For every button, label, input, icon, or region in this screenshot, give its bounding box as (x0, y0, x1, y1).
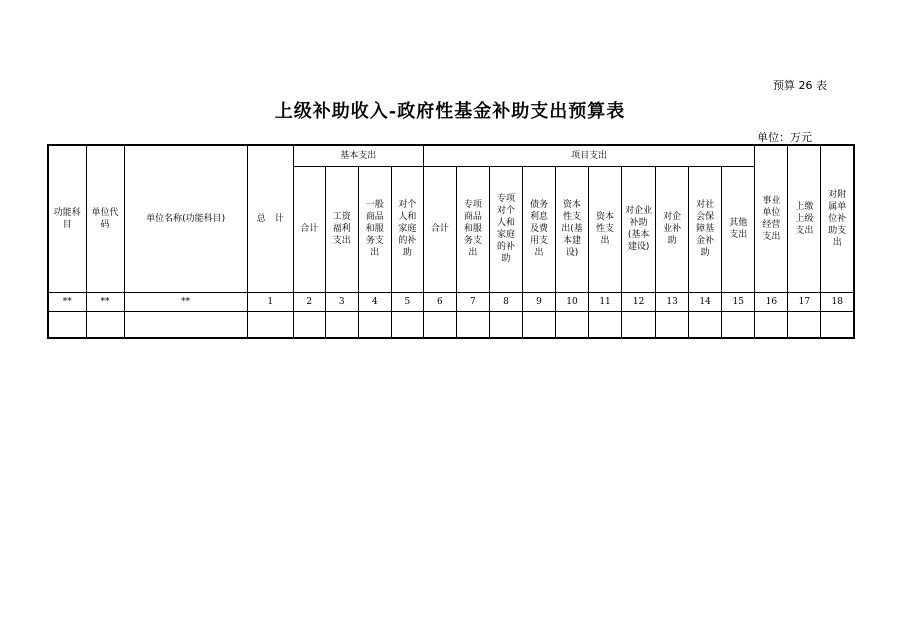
index-cell: 17 (788, 292, 821, 311)
index-cell: 3 (325, 292, 358, 311)
index-cell: 9 (522, 292, 555, 311)
header-proj-total: 合计 (423, 166, 456, 292)
header-func-subject: 功能科目 (48, 145, 86, 292)
index-cell: 7 (456, 292, 489, 311)
header-proj-social: 对社会保障基金补助 (689, 166, 722, 292)
index-cell: 12 (622, 292, 656, 311)
index-cell: 14 (689, 292, 722, 311)
data-cell (489, 311, 522, 338)
index-cell: 1 (247, 292, 293, 311)
header-total: 总 计 (247, 145, 293, 292)
data-cell (788, 311, 821, 338)
index-cell: 15 (722, 292, 755, 311)
data-cell (755, 311, 788, 338)
index-cell: 11 (589, 292, 622, 311)
data-cell (722, 311, 755, 338)
header-proj-enterprise: 对企业补助 (656, 166, 689, 292)
header-proj-enterprise-capital: 对企业补助(基本建设) (622, 166, 656, 292)
header-unit-code: 单位代码 (86, 145, 124, 292)
index-cell: ** (48, 292, 86, 311)
index-cell: ** (124, 292, 247, 311)
data-cell (589, 311, 622, 338)
data-cell (86, 311, 124, 338)
header-proj-capital: 资本性支出(基本建设) (556, 166, 589, 292)
index-cell: 18 (821, 292, 854, 311)
data-cell (656, 311, 689, 338)
header-unit-name: 单位名称(功能科目) (124, 145, 247, 292)
data-cell (358, 311, 391, 338)
index-cell: 6 (423, 292, 456, 311)
empty-data-row (48, 311, 854, 338)
header-subordinate: 对附属单位补助支出 (821, 145, 854, 292)
data-cell (689, 311, 722, 338)
data-cell (325, 311, 358, 338)
data-cell (456, 311, 489, 338)
index-cell: 5 (391, 292, 423, 311)
index-cell: 16 (755, 292, 788, 311)
data-cell (48, 311, 86, 338)
header-proj-personal: 专项对个人和家庭的补助 (489, 166, 522, 292)
data-cell (622, 311, 656, 338)
index-cell: 10 (556, 292, 589, 311)
data-cell (522, 311, 555, 338)
index-cell: 13 (656, 292, 689, 311)
header-proj-debt: 债务利息及费用支出 (522, 166, 555, 292)
data-cell (247, 311, 293, 338)
header-upper-payment: 上缴上级支出 (788, 145, 821, 292)
header-basic-total: 合计 (293, 166, 325, 292)
header-proj-capital2: 资本性支出 (589, 166, 622, 292)
header-proj-goods: 专项商品和服务支出 (456, 166, 489, 292)
data-cell (124, 311, 247, 338)
index-cell: 4 (358, 292, 391, 311)
header-unit-operation: 事业单位经营支出 (755, 145, 788, 292)
header-basic-salary: 工资福利支出 (325, 166, 358, 292)
header-basic-group: 基本支出 (293, 145, 423, 166)
data-cell (556, 311, 589, 338)
budget-table (47, 144, 855, 339)
data-cell (821, 311, 854, 338)
header-project-group: 项目支出 (423, 145, 754, 166)
header-proj-other: 其他支出 (722, 166, 755, 292)
unit-label: 单位：万元 (757, 131, 812, 144)
header-basic-personal: 对个人和家庭的补助 (391, 166, 423, 292)
form-number: 预算 26 表 (773, 79, 827, 92)
data-cell (293, 311, 325, 338)
page-title: 上级补助收入-政府性基金补助支出预算表 (274, 101, 626, 122)
index-cell: 8 (489, 292, 522, 311)
index-cell: ** (86, 292, 124, 311)
data-cell (423, 311, 456, 338)
index-cell: 2 (293, 292, 325, 311)
data-cell (391, 311, 423, 338)
header-basic-goods: 一般商品和服务支出 (358, 166, 391, 292)
